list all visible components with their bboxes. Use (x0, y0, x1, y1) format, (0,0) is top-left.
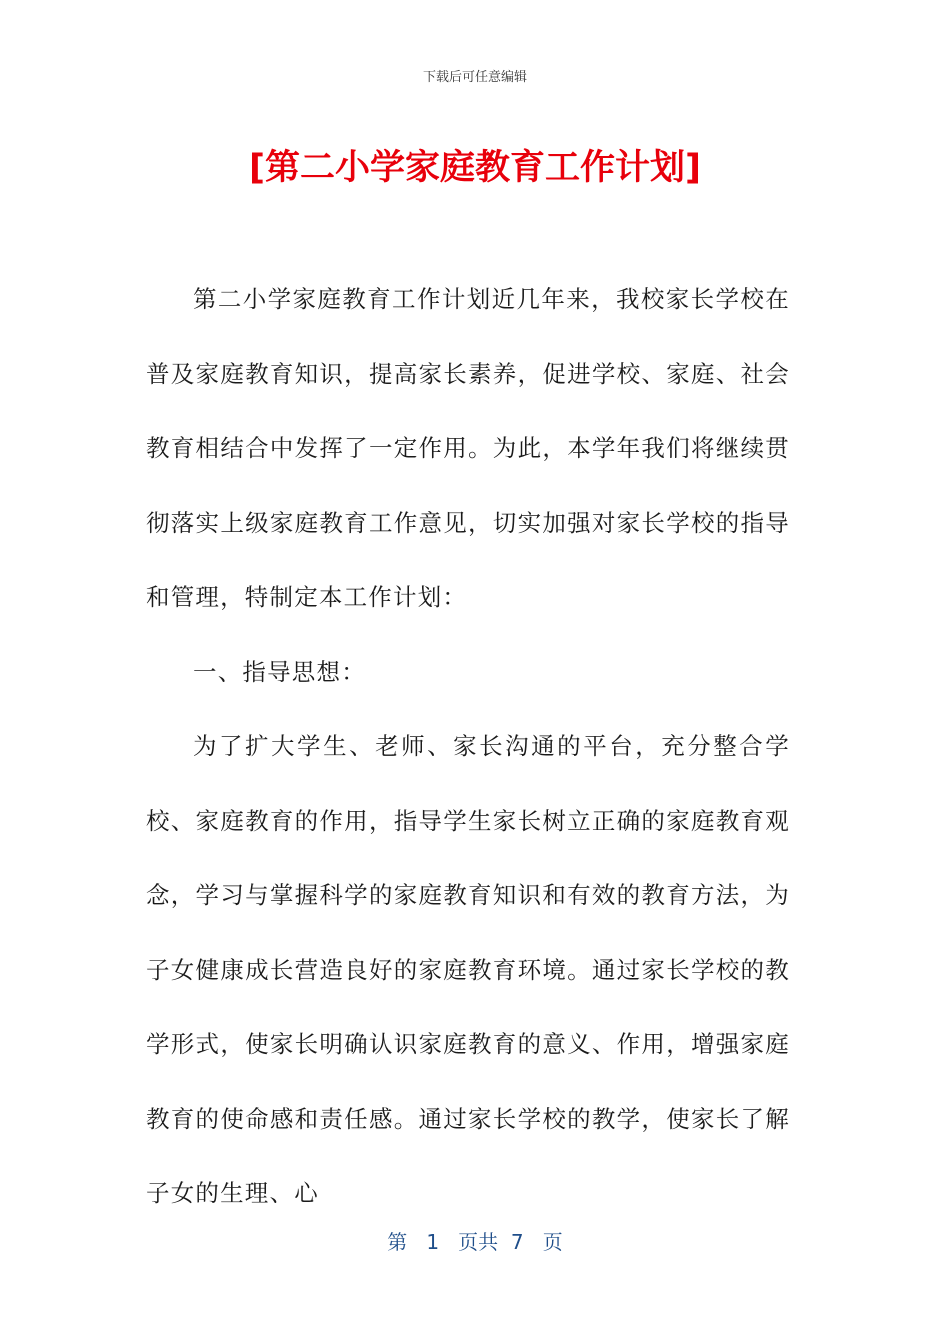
footer-page-middle: 页共 (458, 1230, 499, 1254)
footer-page-prefix: 第 (387, 1230, 408, 1254)
header-note: 下载后可任意编辑 (422, 70, 527, 85)
page-footer (0, 1226, 950, 1255)
document-title: [第二小学家庭教育工作计划] (249, 148, 701, 188)
paragraph-intro: 第二小学家庭教育工作计划近几年来，我校家长学校在普及家庭教育知识，提高家长素养，促进学校、家庭、社会教育相结合中发挥了一定作用。为此，本学年我们将继续贯彻落实上级家庭教育工作意见，切实加强对家长学校的指导和管理，特制定本工作计划： (146, 285, 790, 611)
footer-page-suffix: 页 (542, 1230, 563, 1254)
paragraph-guiding-ideology: 为了扩大学生、老师、家长沟通的平台，充分整合学校、家庭教育的作用，指导学生家长树立正确的家庭教育观念，学习与掌握科学的家庭教育知识和有效的教育方法，为子女健康成长营造良好的家庭教育环境。通过家长学校的教学形式，使家长明确认识家庭教育的意义、作用，增强家庭教育的使命感和责任感。通过家长学校的教学，使家长了解子女的生理、心 (146, 732, 790, 1207)
section-heading-guiding-ideology: 一、指导思想： (193, 657, 366, 686)
document-body (146, 262, 790, 1231)
footer-current-page: 1 (426, 1230, 440, 1254)
footer-total-pages: 7 (510, 1230, 524, 1254)
